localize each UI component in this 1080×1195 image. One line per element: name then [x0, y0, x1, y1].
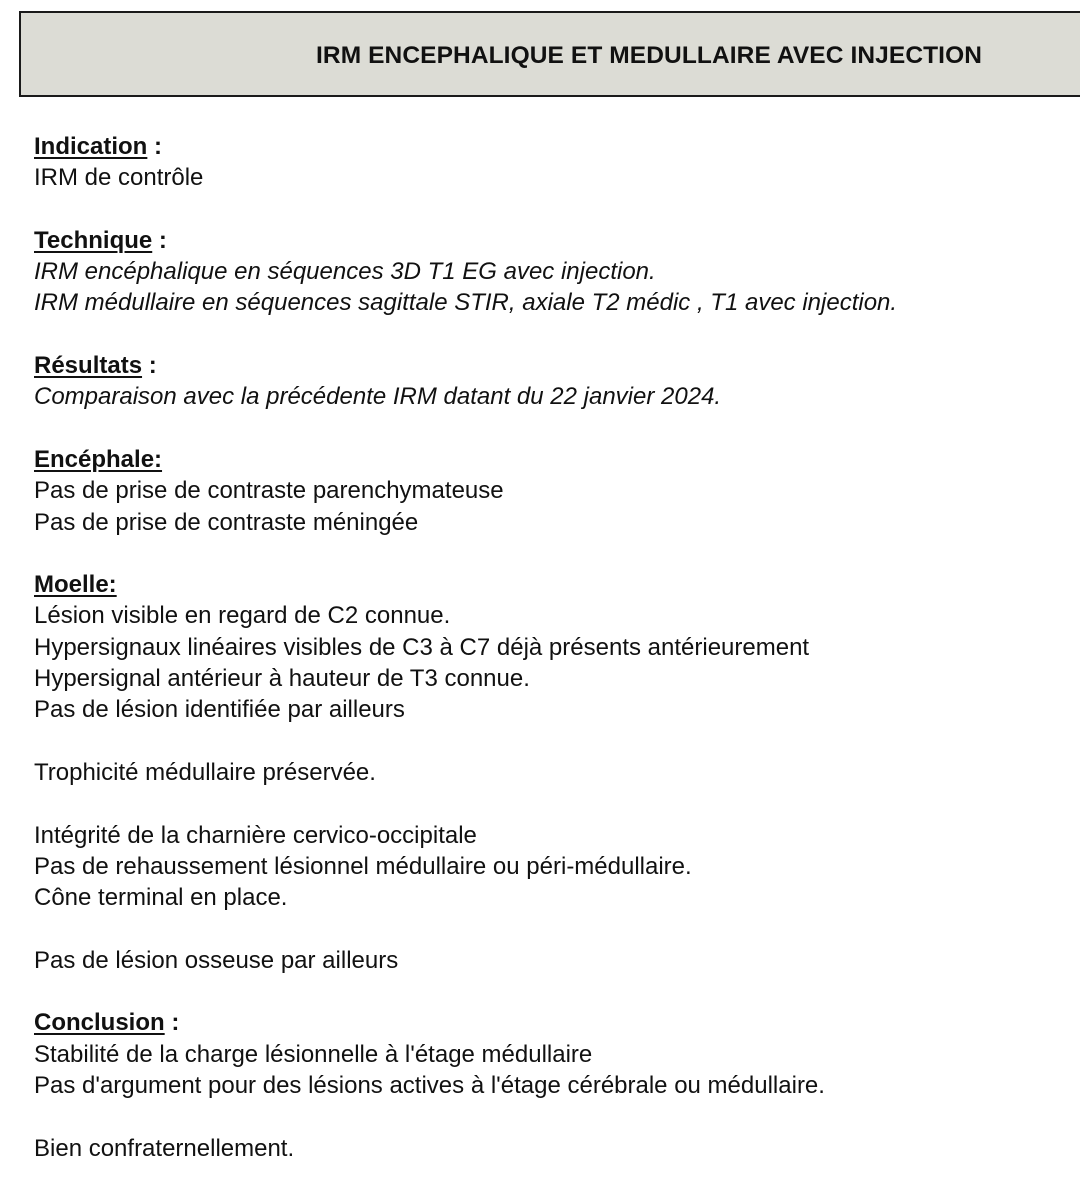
- technique-line: IRM encéphalique en séquences 3D T1 EG avec injection.: [34, 258, 656, 286]
- section-moelle: [34, 569, 1074, 725]
- resultats-heading-suffix: :: [142, 352, 157, 380]
- technique-heading: [34, 225, 1074, 256]
- report-body: [34, 131, 1074, 1195]
- encephale-line: Pas de prise de contraste parenchymateuse: [34, 477, 504, 505]
- moelle-heading: [34, 569, 1074, 600]
- osseuse-line: Pas de lésion osseuse par ailleurs: [34, 946, 399, 974]
- conclusion-heading-suffix: :: [164, 1009, 180, 1037]
- indication-heading: [34, 131, 1074, 162]
- technique-heading-suffix: :: [152, 226, 167, 254]
- trophicite-line: Trophicité médullaire préservée.: [34, 758, 376, 786]
- section-technique: [34, 225, 1074, 319]
- indication-line: IRM de contrôle: [34, 164, 204, 192]
- moelle-line: Hypersignal antérieur à hauteur de T3 connue.: [34, 665, 530, 693]
- resultats-heading-label: Résultats: [34, 352, 143, 380]
- section-conclusion: [34, 1007, 1074, 1101]
- closing-line: Bien confraternellement.: [34, 1134, 295, 1162]
- section-trophicite: [34, 757, 1074, 788]
- section-closing: [34, 1133, 1074, 1164]
- technique-heading-label: Technique: [34, 226, 153, 254]
- encephale-heading-label: Encéphale:: [34, 445, 163, 473]
- moelle-heading-label: Moelle:: [34, 571, 117, 599]
- resultats-heading: [34, 350, 1074, 381]
- moelle-line: Pas de lésion identifiée par ailleurs: [34, 696, 405, 724]
- charniere-line: Pas de rehaussement lésionnel médullaire ou péri-médullaire.: [34, 852, 692, 880]
- encephale-line: Pas de prise de contraste méningée: [34, 508, 419, 536]
- indication-heading-suffix: :: [147, 133, 163, 160]
- section-indication: [34, 131, 1074, 194]
- technique-line: IRM médullaire en séquences sagittale STIR, axiale T2 médic , T1 avec injection.: [34, 289, 898, 317]
- charniere-line: Intégrité de la charnière cervico-occipitale: [34, 821, 477, 849]
- conclusion-heading: [34, 1007, 1074, 1038]
- moelle-line: Lésion visible en regard de C2 connue.: [34, 602, 451, 630]
- section-osseuse: [34, 945, 1074, 976]
- report-title-banner: [19, 11, 1080, 97]
- section-resultats: [34, 350, 1074, 413]
- moelle-line: Hypersignaux linéaires visibles de C3 à C7 déjà présents antérieurement: [34, 633, 810, 661]
- charniere-line: Cône terminal en place.: [34, 884, 288, 912]
- resultats-line: Comparaison avec la précédente IRM datant du 22 janvier 2024.: [34, 383, 722, 411]
- section-encephale: [34, 444, 1074, 538]
- conclusion-line: Stabilité de la charge lésionnelle à l'étage médullaire: [34, 1040, 593, 1068]
- conclusion-line: Pas d'argument pour des lésions actives à l'étage cérébrale ou médullaire.: [34, 1071, 825, 1099]
- conclusion-heading-label: Conclusion: [34, 1009, 165, 1037]
- encephale-heading: [34, 444, 1074, 475]
- section-charniere: [34, 820, 1074, 914]
- report-title: IRM ENCEPHALIQUE ET MEDULLAIRE AVEC INJECTION: [316, 42, 983, 69]
- indication-heading-label: Indication: [34, 133, 148, 160]
